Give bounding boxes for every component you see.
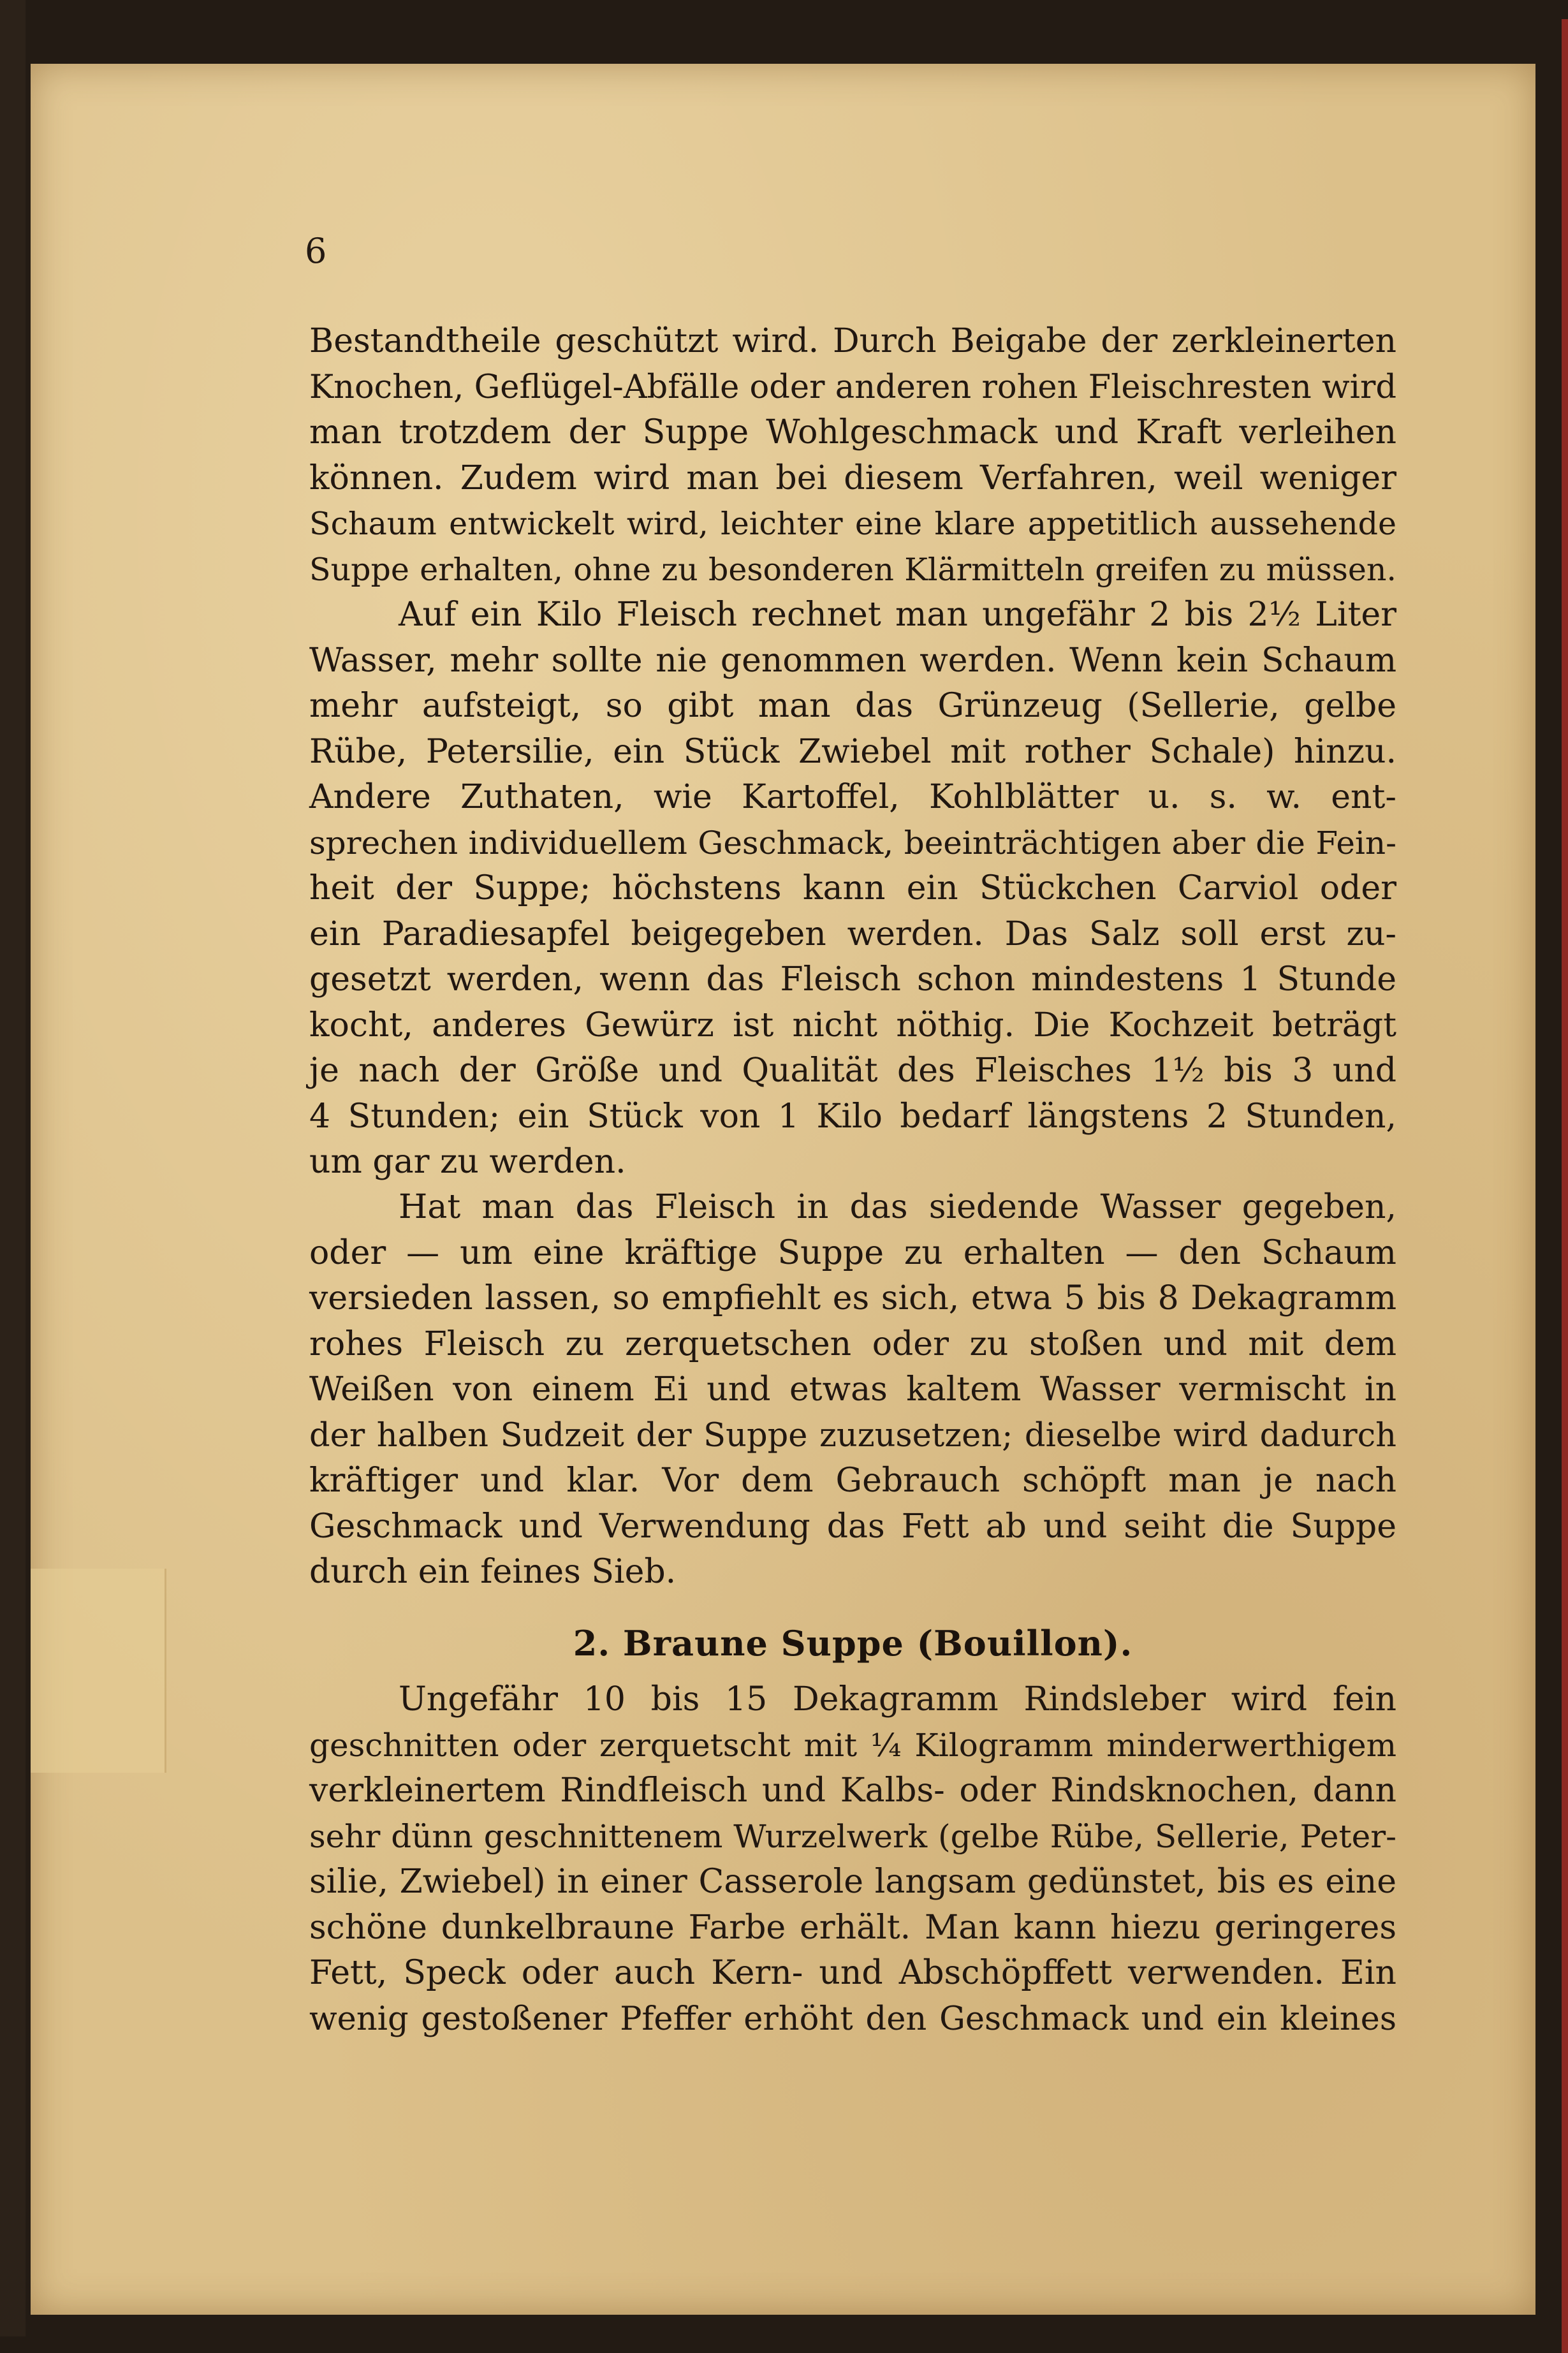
text-line: Ungefähr 10 bis 15 Dekagramm Rindsleber wird fein (399, 1680, 1396, 1719)
text-line: kocht, anderes Gewürz ist nicht nöthig. Die Kochzeit beträgt (309, 1006, 1396, 1045)
text-line: je nach der Größe und Qualität des Fleisches 1½ bis 3 und (309, 1052, 1396, 1090)
text-line: der halben Sudzeit der Suppe zuzusetzen; dieselbe wird dadurch (309, 1416, 1396, 1455)
text-line: Fett, Speck oder auch Kern- und Abschöpffett verwenden. Ein (309, 1954, 1396, 1992)
text-line: man trotzdem der Suppe Wohlgeschmack und Kraft verleihen (309, 413, 1396, 451)
text-line: Wasser, mehr sollte nie genommen werden. Wenn kein Schaum (309, 641, 1396, 680)
text-line: versieden lassen, so empfiehlt es sich, etwa 5 bis 8 Dekagramm (309, 1279, 1396, 1317)
text-line: Andere Zuthaten, wie Kartoffel, Kohlblätter u. s. w. ent- (309, 778, 1396, 816)
text-line: Weißen von einem Ei und etwas kaltem Wasser vermischt in (309, 1370, 1396, 1409)
text-line: 4 Stunden; ein Stück von 1 Kilo bedarf längstens 2 Stunden, (309, 1097, 1396, 1136)
paper-stain (31, 1569, 166, 1773)
text-line: Knochen, Geflügel-Abfälle oder anderen rohen Fleischresten wird (309, 368, 1396, 406)
page-number: 6 (305, 231, 327, 271)
paragraph-2 (309, 592, 1396, 1185)
text-line: Suppe erhalten, ohne zu besonderen Klärmitteln greifen zu müssen. (309, 551, 1396, 588)
text-line: wenig gestoßener Pfeffer erhöht den Geschmack und ein kleines (309, 2000, 1396, 2038)
text-line: rohes Fleisch zu zerquetschen oder zu stoßen und mit dem (309, 1324, 1396, 1363)
text-line: oder — um eine kräftige Suppe zu erhalten — den Schaum (309, 1233, 1396, 1272)
text-line: geschnitten oder zerquetscht mit ¼ Kilogramm minderwerthigem (309, 1726, 1396, 1764)
text-line: mehr aufsteigt, so gibt man das Grünzeug (Sellerie, gelbe (309, 687, 1396, 725)
scan-background-left (0, 0, 26, 2336)
text-line: gesetzt werden, wenn das Fleisch schon mindestens 1 Stunde (309, 960, 1396, 999)
text-line: Geschmack und Verwendung das Fett ab und seiht die Suppe (309, 1507, 1396, 1546)
text-line: ein Paradiesapfel beigegeben werden. Das Salz soll erst zu- (309, 914, 1396, 953)
text-line: schöne dunkelbraune Farbe erhält. Man kann hiezu geringeres (309, 1908, 1396, 1947)
text-line: Schaum entwickelt wird, leichter eine klare appetitlich aussehende (309, 506, 1396, 542)
text-line: Bestandtheile geschützt wird. Durch Beigabe der zerkleinerten (309, 322, 1396, 360)
text-line: kräftiger und klar. Vor dem Gebrauch schöpft man je nach (309, 1462, 1396, 1500)
text-line: können. Zudem wird man bei diesem Verfahren, weil weniger (309, 458, 1396, 497)
book-cover-edge (1562, 19, 1568, 2353)
text-line: Hat man das Fleisch in das siedende Wasser gegeben, (399, 1188, 1396, 1226)
text-line: heit der Suppe; höchstens kann ein Stückchen Carviol oder (309, 869, 1396, 907)
text-line: silie, Zwiebel) in einer Casserole langsam gedünstet, bis es eine (309, 1863, 1396, 1901)
paragraph-4 (309, 1677, 1396, 2042)
text-line: durch ein feines Sieb. (309, 1553, 677, 1591)
text-line: sehr dünn geschnittenem Wurzelwerk (gelbe Rübe, Sellerie, Peter- (309, 1817, 1396, 1855)
text-line: verkleinertem Rindfleisch und Kalbs- oder Rindsknochen, dann (309, 1771, 1396, 1810)
text-line: um gar zu werden. (309, 1143, 626, 1181)
text-line: Auf ein Kilo Fleisch rechnet man ungefähr 2 bis 2½ Liter (399, 596, 1396, 634)
text-line: sprechen individuellem Geschmack, beeinträchtigen aber die Fein- (309, 824, 1396, 861)
text-line: Rübe, Petersilie, ein Stück Zwiebel mit rother Schale) hinzu. (309, 732, 1396, 771)
paragraph-3 (309, 1185, 1396, 1595)
paragraph-1 (309, 319, 1396, 592)
section-heading: 2. Braune Suppe (Bouillon). (573, 1623, 1133, 1664)
